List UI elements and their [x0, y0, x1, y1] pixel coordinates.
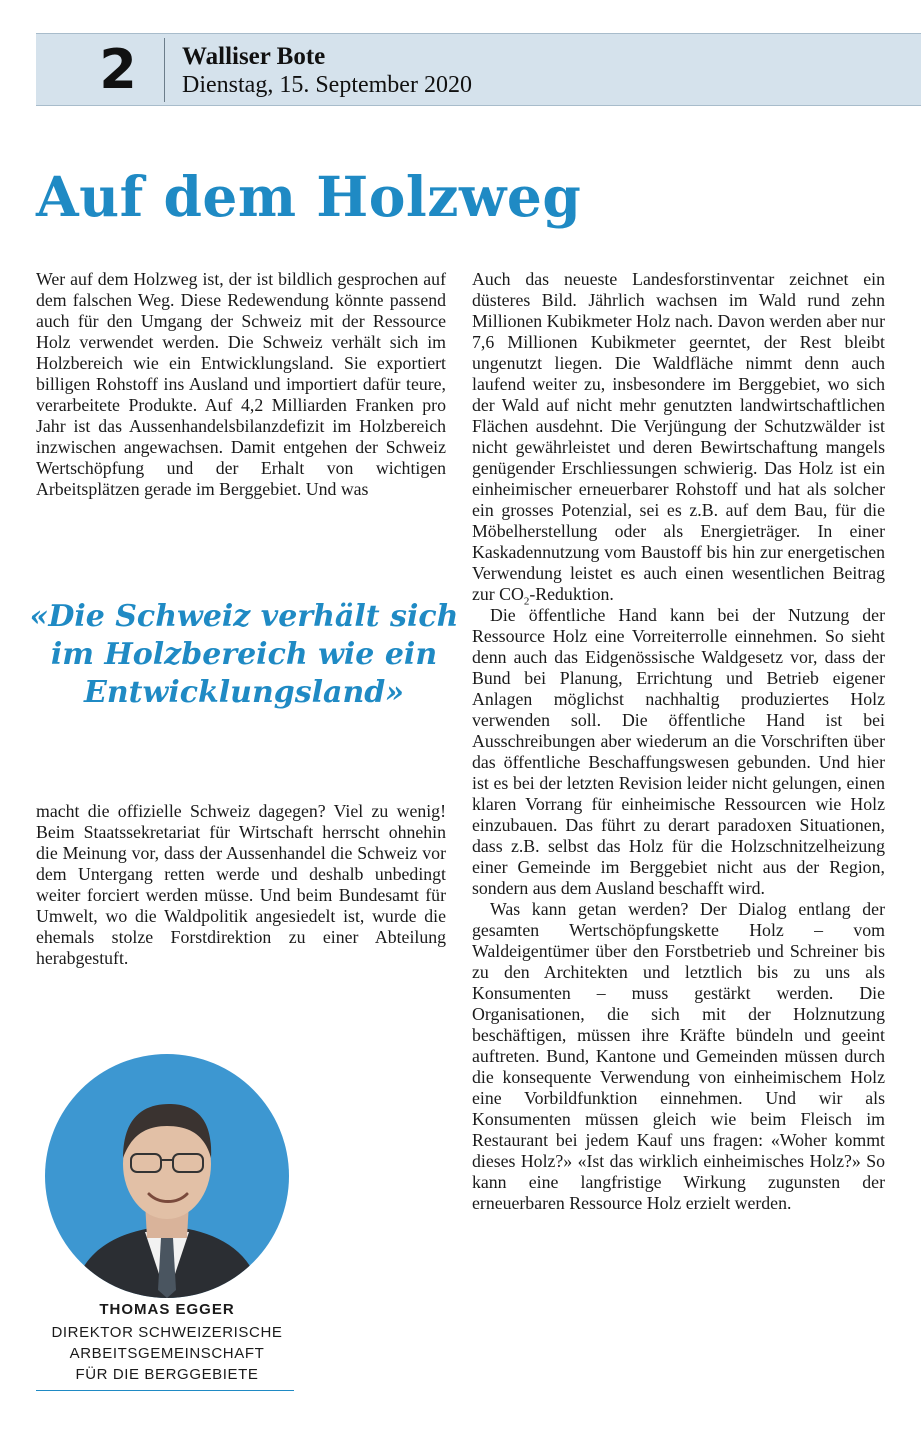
article-paragraph-measures: Was kann getan werden? Der Dialog entlang der gesamten Wertschöpfungskette Holz – vom Waldeigentümer über den Forstbetrieb und Schreiner bis zu den Architekten und letztlich bis zu uns als Konsumenten – muss gestärkt werden. Die Organisationen, die sich mit der Holznutzung beschäftigen, müssen ihre Kräfte bündeln und geeint auftreten. Bund, Kantone und Gemeinden müssen durch die konsequente Verwendung von einheimischem Holz eine Vorbildfunktion einnehmen. Und wir als Konsumenten müssen gleich wie beim Fleisch im Restaurant bei jedem Kauf uns fragen: «Woher kommt dieses Holz?» «Ist das wirklich einheimisches Holz?» So kann eine langfristige Wirkung zugunsten der erneuerbaren Ressource Holz erzielt werden.: [472, 899, 885, 1213]
pull-quote: «Die Schweiz verhält sich im Holzbereich wie ein Entwicklungsland»: [29, 599, 459, 710]
forest-inventory-text: Auch das neueste Landesforstinventar zeichnet ein düsteres Bild. Jährlich wachsen im Wald rund zehn Millionen Kubikmeter Holz nach. Davon werden aber nur 7,6 Millionen Kubikmeter geerntet, der Rest bleibt ungenutzt liegen. Die Waldfläche nimmt denn auch laufend weiter zu, insbesondere im Berggebiet, wo sich der Wald auf nicht mehr genutzten landwirtschaftlichen Flächen ausdehnt. Die Verjüngung der Schutzwälder ist nicht gewährleistet und deren Bewirtschaftung mangels genügender Erschliessungen schwierig. Das Holz ist ein einheimischer erneuerbarer Rohstoff und hat als solcher ein grosses Potenzial, sei es z.B. auf dem Bau, für die Möbelherstellung oder als Energieträger. In einer Kaskadennutzung vom Baustoff bis hin zur energetischen Verwendung leistet es auch einen wesentlichen Beitrag zur CO: [472, 269, 885, 604]
author-role: [36, 1322, 298, 1385]
author-role-line: FÜR DIE BERGGEBIETE: [75, 1366, 259, 1383]
masthead: [36, 33, 921, 106]
author-divider: [36, 1390, 294, 1391]
article-column-left-bottom: [36, 801, 446, 969]
author-portrait: [45, 1054, 289, 1298]
article-column-left-top: [36, 269, 446, 500]
article-paragraph-continued: macht die offizielle Schweiz dagegen? Viel zu wenig! Beim Staatssekretariat für Wirtschaft herrscht ohnehin die Meinung vor, dass der Aussenhandel die Schweiz vor dem Untergang retten werde und deshalb unbedingt weiter forciert werden müsse. Und beim Bundesamt für Umwelt, wo die Waldpolitik angesiedelt ist, wurde die ehemals stolze Forstdirektion zu einer Abteilung herabgestuft.: [36, 801, 446, 968]
article-paragraph-forest-inventory: [472, 269, 885, 608]
masthead-divider: [164, 38, 165, 102]
author-role-line: ARBEITSGEMEINSCHAFT: [69, 1345, 265, 1362]
co2-subscript: 2: [523, 595, 530, 608]
article-headline: Auf dem Holzweg: [36, 164, 582, 229]
newspaper-name: Walliser Bote: [182, 43, 326, 70]
author-role-line: DIREKTOR SCHWEIZERISCHE: [51, 1324, 283, 1341]
article-column-right: [472, 269, 885, 1214]
reduction-text: -Reduktion.: [529, 584, 614, 604]
page-number: 2: [99, 38, 137, 101]
article-paragraph-public-sector: Die öffentliche Hand kann bei der Nutzung der Ressource Holz eine Vorreiterrolle einnehmen. So sieht denn auch das Eidgenössische Waldgesetz vor, dass der Bund bei Planung, Errichtung und Betrieb eigener Anlagen möglichst nachhaltig produziertes Holz verwenden soll. Die öffentliche Hand ist bei Ausschreibungen aber wiederum an die Vorschriften über das öffentliche Beschaffungswesen gebunden. Und hier ist es bei der letzten Revision leider nicht gelungen, einen klaren Vorrang für einheimische Ressourcen wie Holz einzubauen. Das führt zu derart paradoxen Situationen, dass z.B. selbst das Holz für die Holzschnitzelheizung einer Gemeinde im Berggebiet nicht aus der Region, sondern aus dem Ausland beschafft wird.: [472, 605, 885, 898]
author-portrait-illustration: [45, 1054, 289, 1298]
issue-date: Dienstag, 15. September 2020: [182, 72, 472, 98]
article-paragraph-intro: Wer auf dem Holzweg ist, der ist bildlich gesprochen auf dem falschen Weg. Diese Redewendung könnte passend auch für den Umgang der Schweiz mit der Ressource Holz verwendet werden. Die Schweiz verhält sich im Holzbereich wie ein Entwicklungsland. Sie exportiert billigen Rohstoff ins Ausland und importiert dafür teure, verarbeitete Produkte. Auf 4,2 Milliarden Franken pro Jahr ist das Aussenhandelsbilanzdefizit im Holzbereich inzwischen angewachsen. Damit entgehen der Schweiz Wertschöpfung und der Erhalt von wichtigen Arbeitsplätzen gerade im Berggebiet. Und was: [36, 269, 446, 499]
author-name: THOMAS EGGER: [99, 1301, 235, 1318]
